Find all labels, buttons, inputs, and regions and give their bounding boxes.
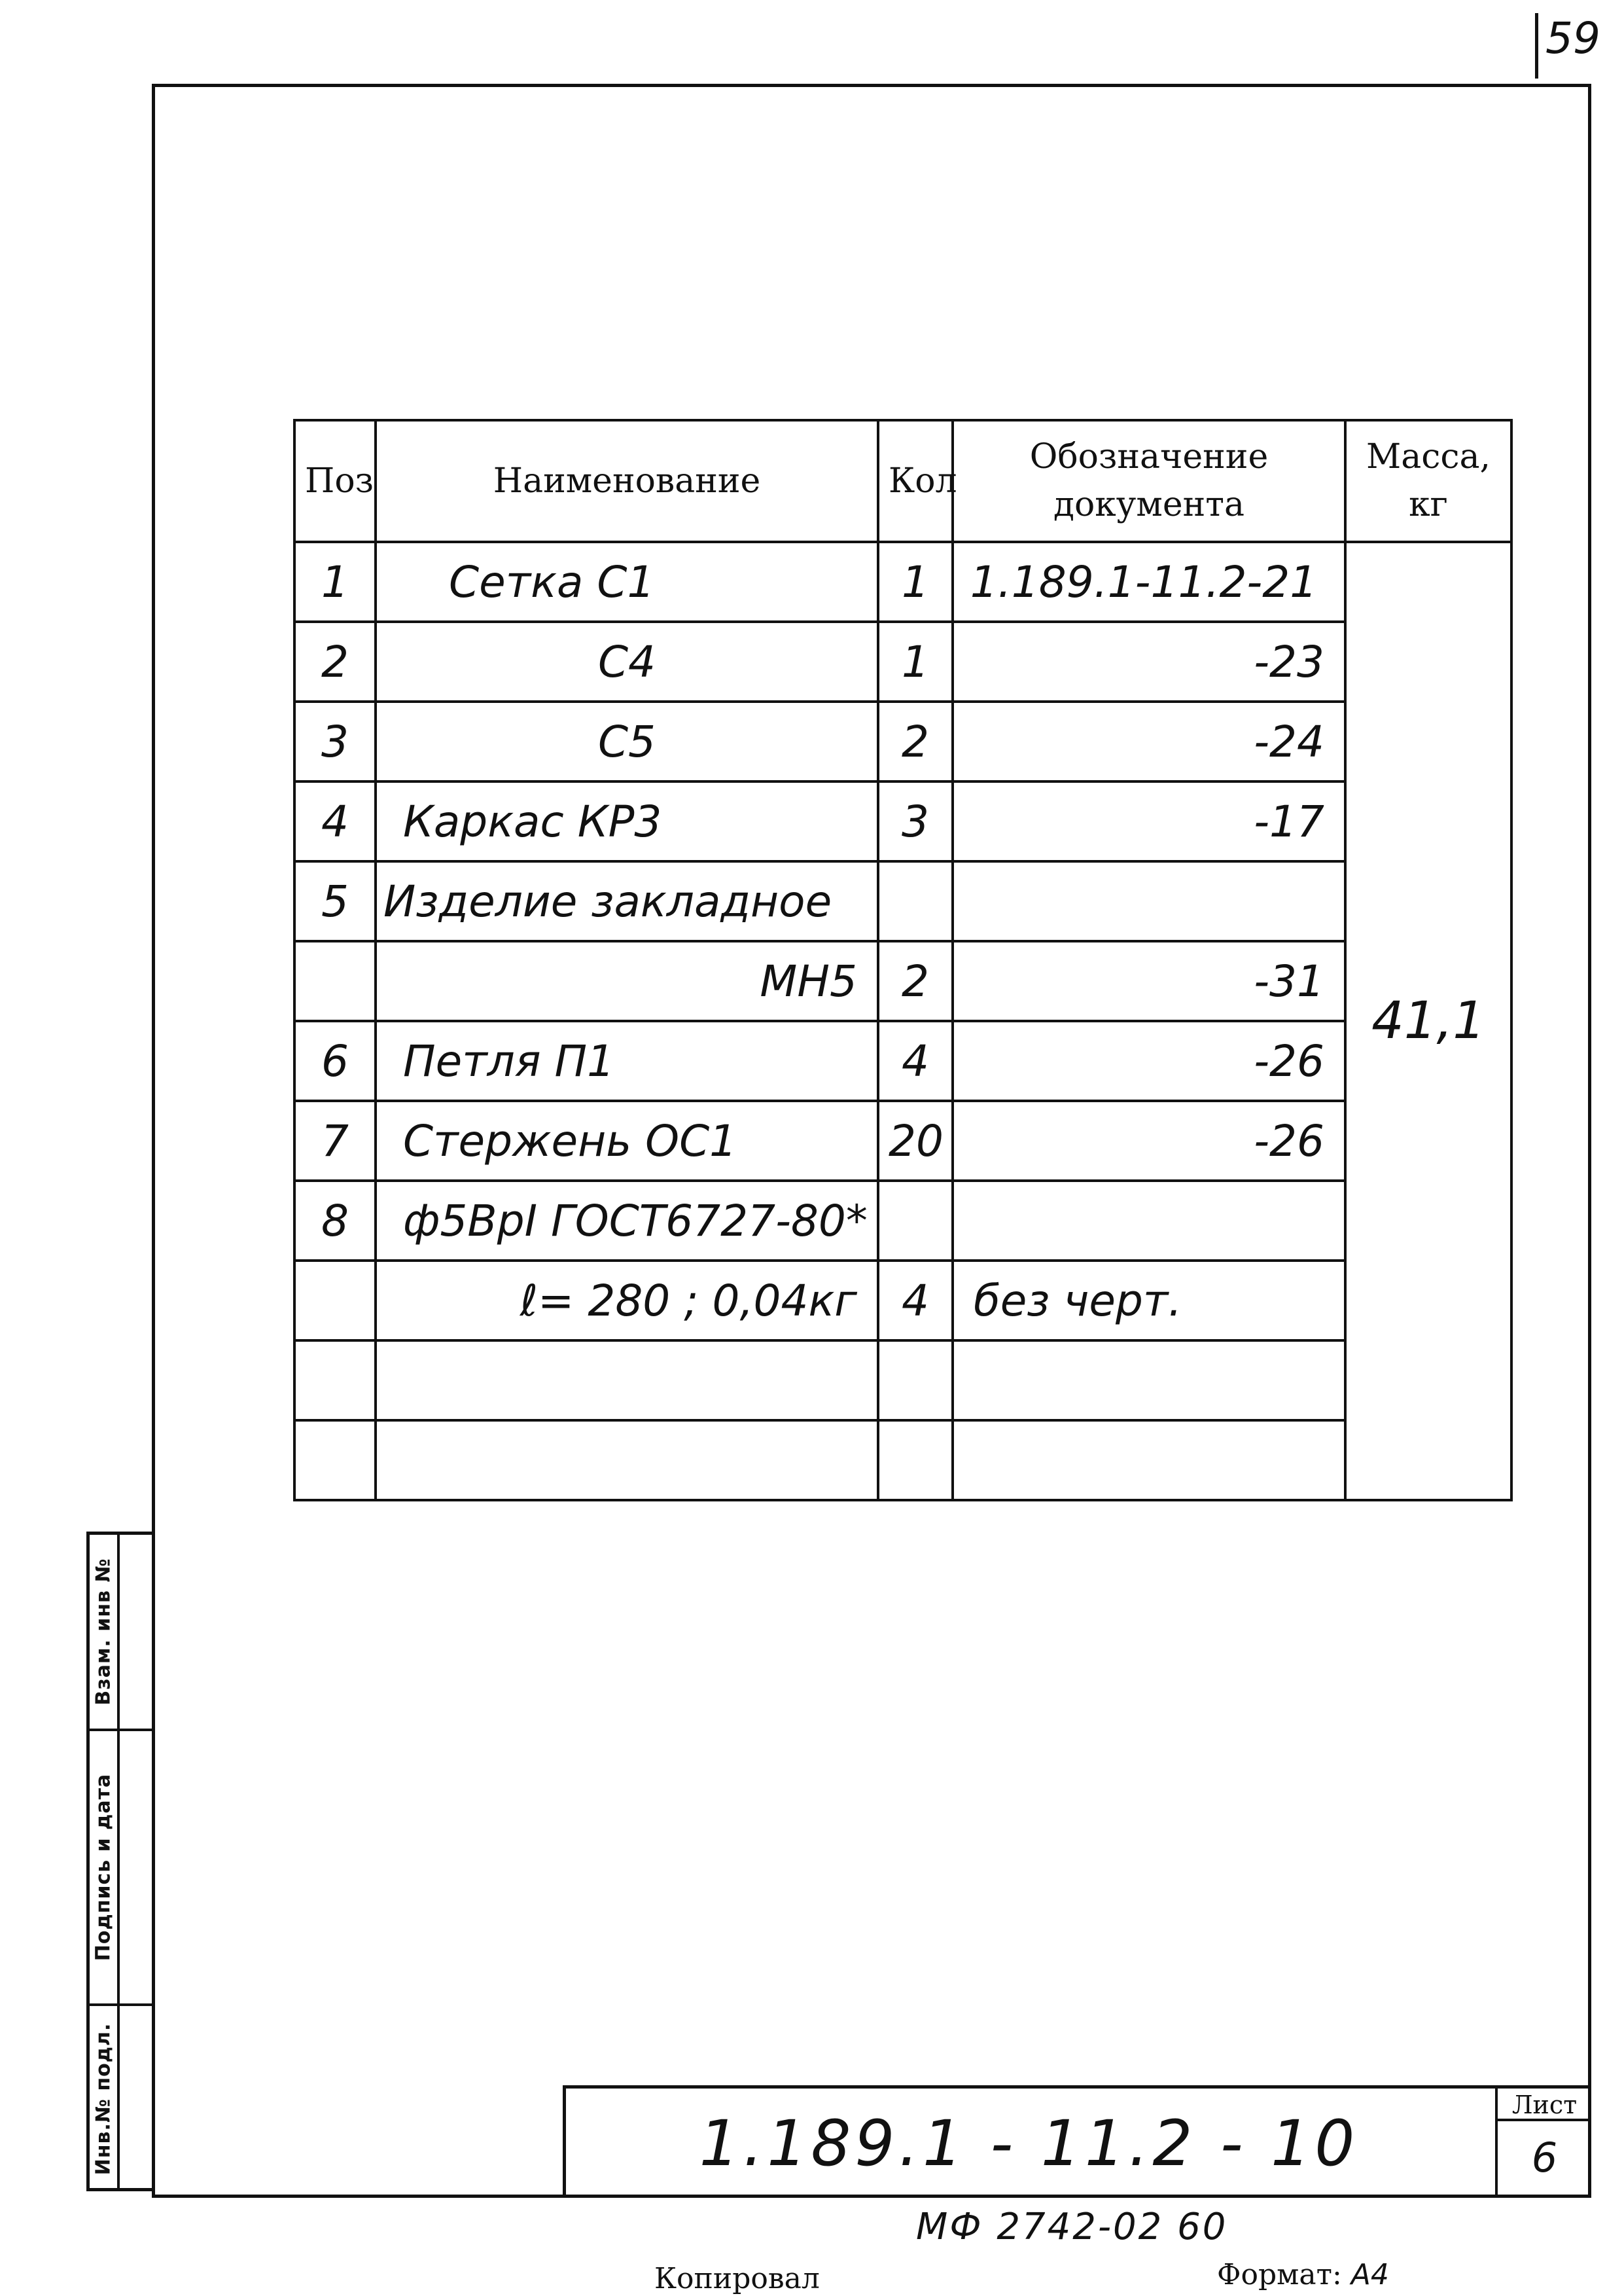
row-doc: -17: [953, 781, 1345, 861]
row-doc: [953, 1340, 1345, 1420]
row-pos: 4: [294, 781, 376, 861]
row-name: Сетка С1: [376, 542, 878, 622]
row-name: Стержень ОС1: [376, 1101, 878, 1181]
row-pos: [294, 941, 376, 1021]
header-mass: [1345, 420, 1511, 542]
document-code: 1.189.1 - 11.2 - 10: [699, 2106, 1359, 2180]
table-row: [294, 781, 1511, 861]
row-name: Изделие закладное: [376, 861, 878, 941]
row-qty: [878, 1340, 953, 1420]
header-pos: Поз: [294, 420, 376, 542]
row-qty: [878, 861, 953, 941]
specification-table: [293, 419, 1510, 1492]
row-pos: 2: [294, 622, 376, 702]
row-doc: без черт.: [953, 1261, 1345, 1340]
row-pos: [294, 1340, 376, 1420]
spec-table-grid: [293, 419, 1513, 1501]
format-field: Формат: А4: [1217, 2258, 1389, 2291]
row-pos: 7: [294, 1101, 376, 1181]
table-row: [294, 1420, 1511, 1500]
row-doc: -24: [953, 702, 1345, 781]
row-pos: 3: [294, 702, 376, 781]
table-row: [294, 861, 1511, 941]
sheet-value: 6: [1531, 2134, 1558, 2181]
margin-stamp: [86, 1532, 152, 2191]
table-row: [294, 1021, 1511, 1101]
row-qty: 20: [878, 1101, 953, 1181]
format-value: А4: [1350, 2258, 1389, 2291]
row-name: С4: [376, 622, 878, 702]
stamp-vzam-cell: [90, 1535, 152, 1731]
stamp-inv-label-box: [90, 2006, 120, 2191]
row-name: [376, 1340, 878, 1420]
table-row: [294, 542, 1511, 622]
row-doc: -31: [953, 941, 1345, 1021]
stamp-inv-label: Инв.№ подл.: [92, 2022, 115, 2175]
stamp-podpis-label: Подпись и дата: [92, 1773, 115, 1962]
row-pos: 8: [294, 1181, 376, 1261]
row-qty: 3: [878, 781, 953, 861]
row-name: МН5: [376, 941, 878, 1021]
sheet-number-mark: [1535, 13, 1538, 79]
mass-value: 41,1: [1345, 542, 1511, 1500]
table-row: [294, 1101, 1511, 1181]
header-doc-line1: Обозначение: [1029, 437, 1269, 477]
row-qty: [878, 1181, 953, 1261]
sheet-label: Лист: [1498, 2089, 1591, 2121]
row-qty: [878, 1420, 953, 1500]
row-pos: 6: [294, 1021, 376, 1101]
header-doc-line2: документа: [1053, 485, 1245, 524]
row-doc: [953, 1420, 1345, 1500]
table-row: [294, 1340, 1511, 1420]
row-name: ℓ= 280 ; 0,04кг: [376, 1261, 878, 1340]
row-name: Петля П1: [376, 1021, 878, 1101]
row-name: С5: [376, 702, 878, 781]
header-mass-line2: кг: [1409, 485, 1448, 524]
stamp-vzam-label: Взам. инв №: [92, 1558, 115, 1706]
row-pos: 1: [294, 542, 376, 622]
row-pos: [294, 1420, 376, 1500]
header-doc: [953, 420, 1345, 542]
row-qty: 1: [878, 622, 953, 702]
stamp-vzam-label-box: [90, 1535, 120, 1729]
row-pos: 5: [294, 861, 376, 941]
row-doc: -23: [953, 622, 1345, 702]
sheet-cell: [1495, 2089, 1591, 2198]
header-qty: Кол: [878, 420, 953, 542]
row-qty: 2: [878, 941, 953, 1021]
row-pos: [294, 1261, 376, 1340]
row-doc: [953, 861, 1345, 941]
table-row: [294, 1261, 1511, 1340]
stamp-inv-cell: [90, 2006, 152, 2191]
table-row: [294, 1181, 1511, 1261]
stamp-podpis-label-box: [90, 1731, 120, 2003]
row-name: ф5ВрI ГОСТ6727-80*: [376, 1181, 878, 1261]
row-doc: -26: [953, 1021, 1345, 1101]
table-row: [294, 941, 1511, 1021]
header-mass-line1: Масса,: [1366, 437, 1491, 477]
copied-label: Копировал: [654, 2262, 820, 2295]
table-row: [294, 702, 1511, 781]
title-block: [563, 2085, 1591, 2198]
row-qty: 4: [878, 1021, 953, 1101]
row-qty: 2: [878, 702, 953, 781]
row-doc: -26: [953, 1101, 1345, 1181]
row-name: Каркас КР3: [376, 781, 878, 861]
row-name: [376, 1420, 878, 1500]
row-doc: [953, 1181, 1345, 1261]
sheet-number: 59: [1545, 13, 1600, 63]
format-label: Формат: [1217, 2258, 1332, 2291]
row-doc: 1.189.1-11.2-21: [953, 542, 1345, 622]
stamp-podpis-cell: [90, 1731, 152, 2006]
header-name: Наименование: [376, 420, 878, 542]
order-number: МФ 2742-02 60: [916, 2206, 1228, 2248]
table-row: [294, 622, 1511, 702]
row-qty: 1: [878, 542, 953, 622]
row-qty: 4: [878, 1261, 953, 1340]
